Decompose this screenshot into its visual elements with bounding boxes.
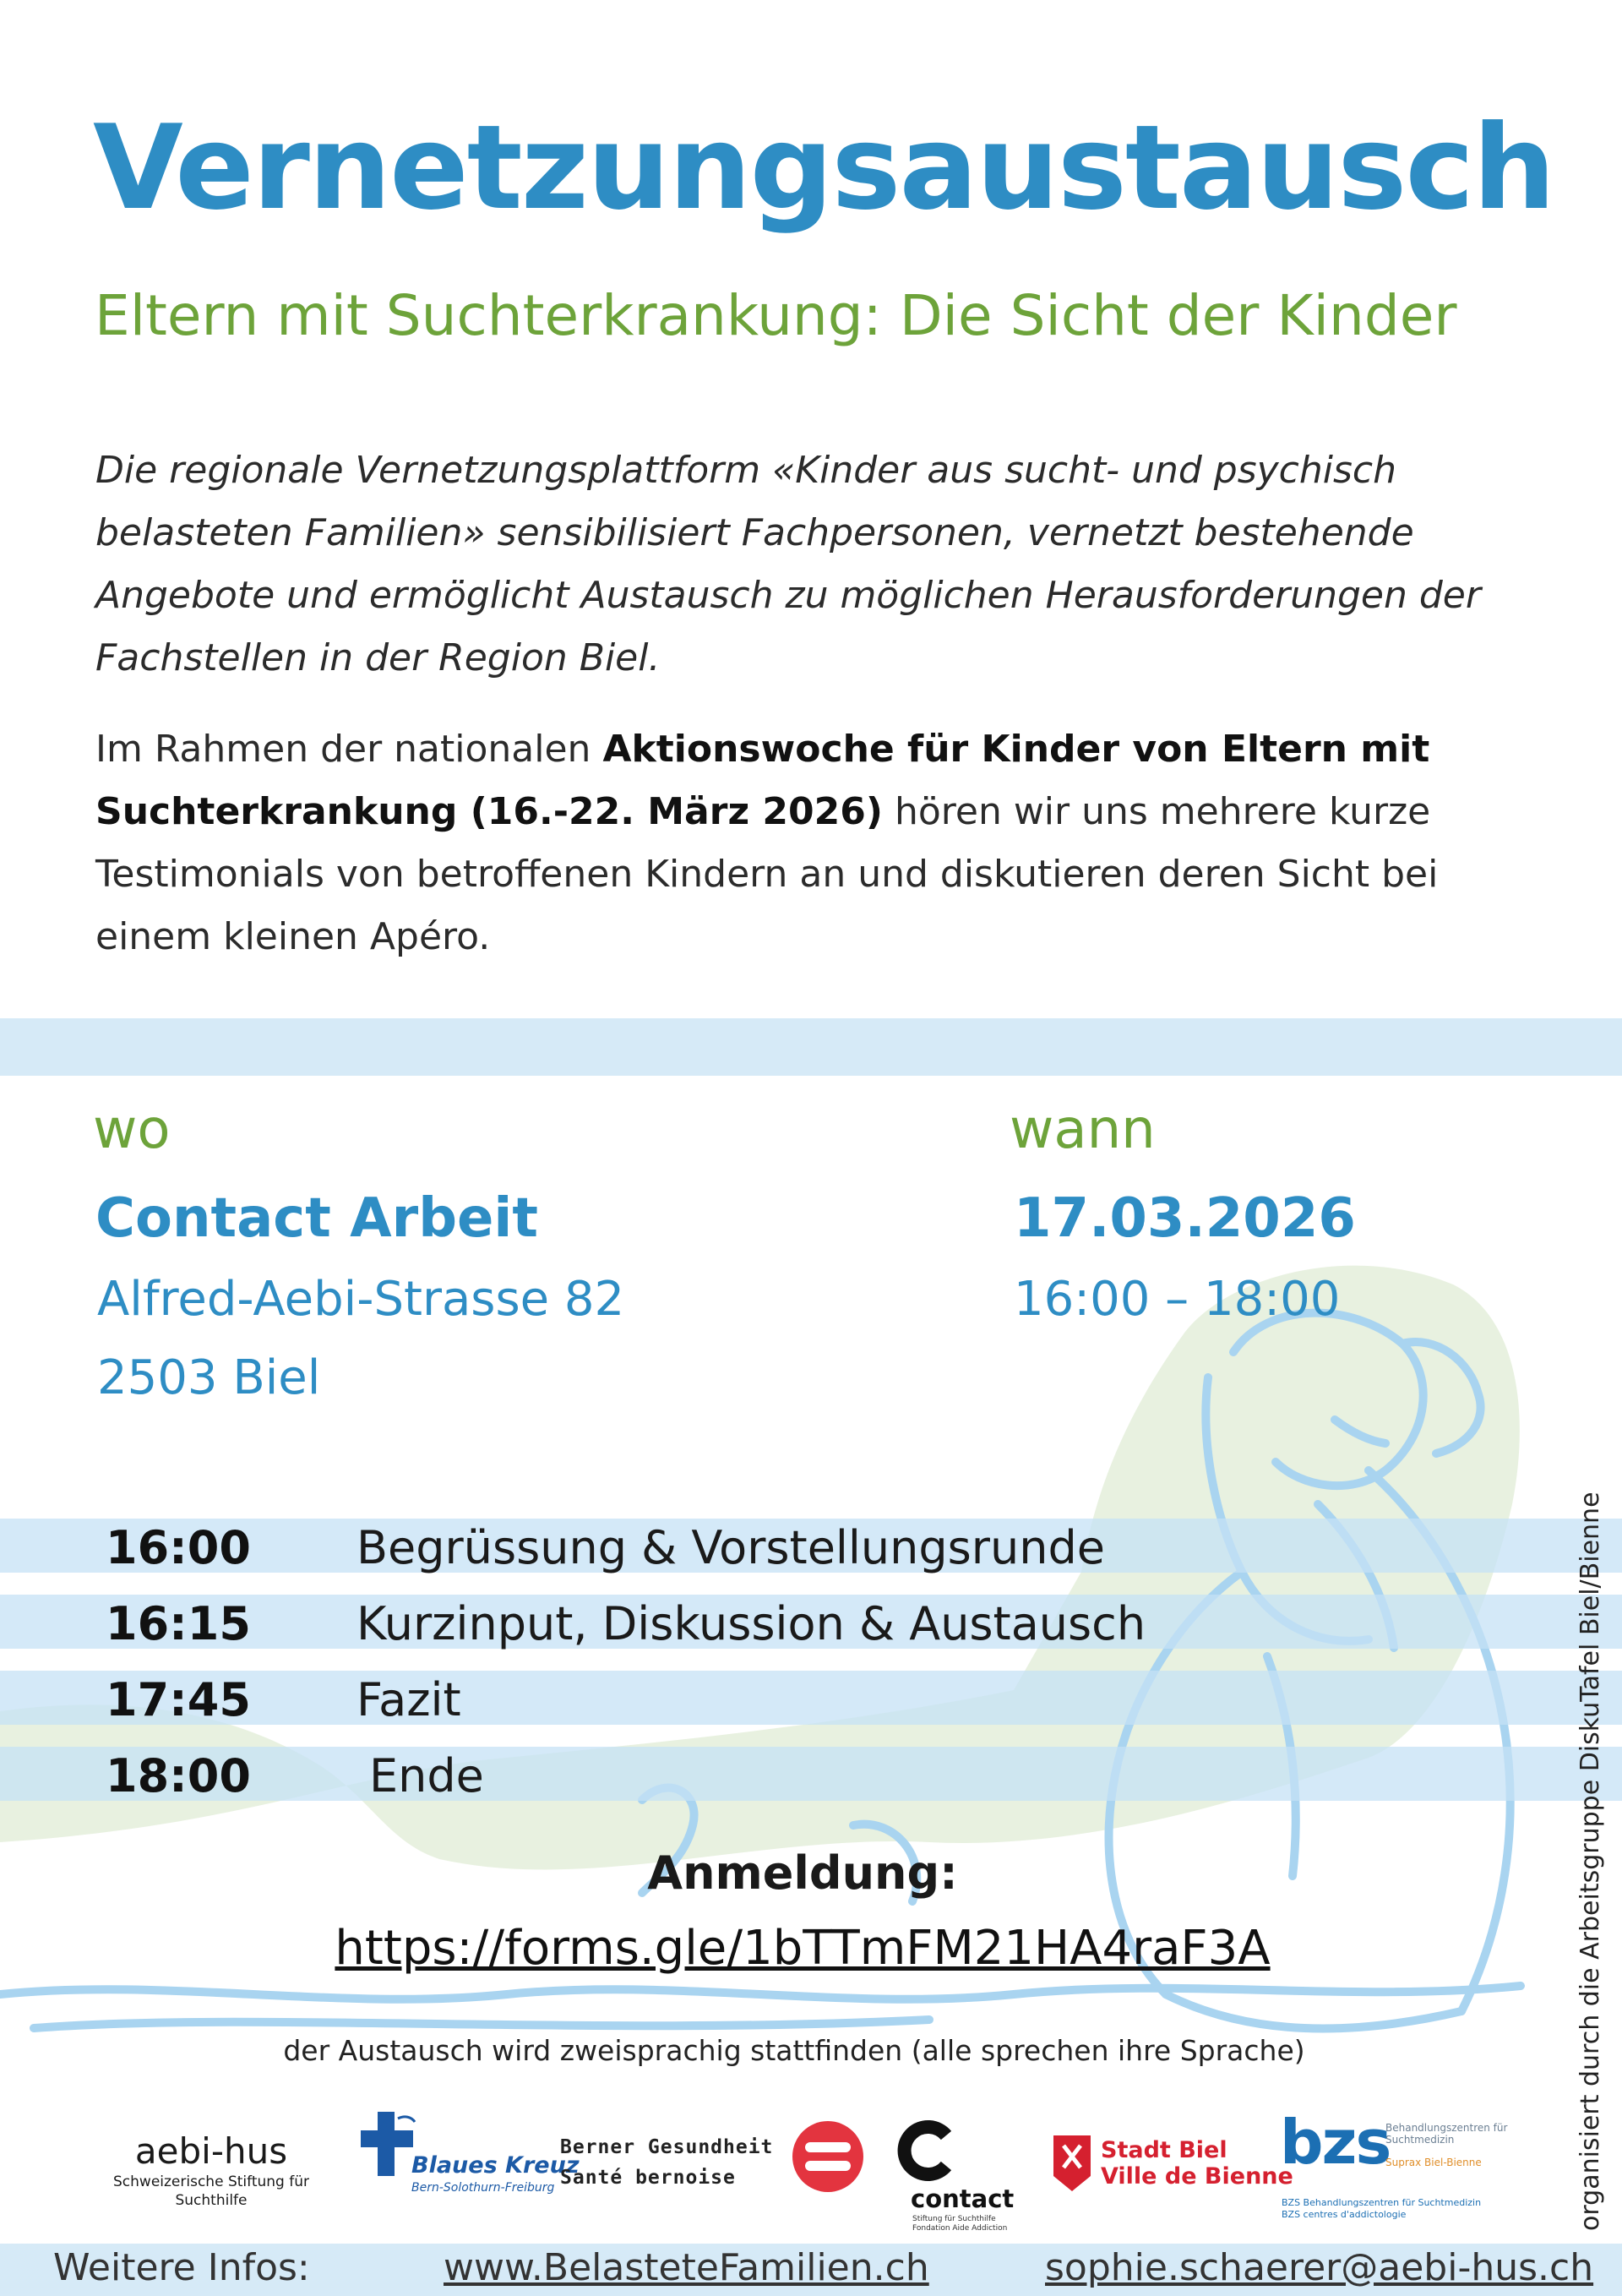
logo-stadt-biel-line2: Ville de Bienne xyxy=(1101,2163,1293,2190)
footer-email-link[interactable]: sophie.schaerer@aebi-hus.ch xyxy=(1045,2246,1594,2289)
logo-red-circle-icon xyxy=(790,2119,866,2198)
logo-aebi-hus xyxy=(76,2130,346,2210)
page-title: Vernetzungsaustausch xyxy=(93,100,1554,236)
agenda-row xyxy=(0,1671,1622,1725)
logo-contact-sub1: Stiftung für Suchthilfe xyxy=(912,2215,996,2223)
footer-label: Weitere Infos: xyxy=(53,2246,310,2289)
logo-contact-sub2: Fondation Aide Addiction xyxy=(912,2224,1008,2233)
logo-aebi-hus-name: aebi-hus xyxy=(134,2130,288,2172)
intro-paragraph: Die regionale Vernetzungsplattform «Kinder aus sucht- und psychisch belasteten Familien» sensibilisiert Fachpersonen, vernetzt bestehende Angebote und ermöglicht Austausch zu möglichen Herausforderungen der Fachstellen in der Region Biel. xyxy=(95,449,1481,679)
agenda-time: 18:00 xyxy=(106,1749,251,1802)
logo-aebi-hus-subtitle: Schweizerische Stiftung für Suchthilfe xyxy=(113,2173,309,2210)
logo-bzs-name: bzs xyxy=(1280,2107,1391,2178)
agenda-time: 17:45 xyxy=(106,1673,251,1726)
logo-stadt-biel-line1: Stadt Biel xyxy=(1101,2137,1227,2163)
logo-bzs-location: Suprax Biel-Bienne xyxy=(1385,2157,1482,2168)
description-text-before: Im Rahmen der nationalen xyxy=(95,728,603,771)
logo-contact-name: contact xyxy=(911,2184,1015,2213)
organizer-note: organisiert durch die Arbeitsgruppe DiskuTafel Biel/Bienne xyxy=(1576,1492,1605,2231)
logo-bzs-sub2: BZS centres d'addictologie xyxy=(1282,2209,1407,2220)
page-subtitle: Eltern mit Suchterkrankung: Die Sicht der Kinder xyxy=(95,283,1457,348)
when-label: wann xyxy=(1010,1099,1156,1161)
event-description xyxy=(95,718,1481,968)
agenda-label: Ende xyxy=(369,1749,484,1802)
logo-blaues-kreuz-subtitle: Bern-Solothurn-Freiburg xyxy=(411,2181,555,2195)
agenda-row xyxy=(0,1595,1622,1649)
logo-berner-gesundheit xyxy=(560,2132,773,2193)
agenda-time: 16:00 xyxy=(106,1521,251,1574)
description-highlight: Aktionswoche für Kinder von Eltern mit Suchterkrankung (16.-22. März 2026) xyxy=(95,728,1430,833)
registration-link[interactable]: https://forms.gle/1bTTmFM21HA4raF3A xyxy=(335,1921,1271,1976)
logo-contact-subtitle xyxy=(912,2215,1007,2233)
venue-name: Contact Arbeit xyxy=(95,1187,538,1250)
blue-cross-icon xyxy=(359,2110,418,2178)
divider-band xyxy=(0,1018,1622,1076)
footer-website-link[interactable]: www.BelasteteFamilien.ch xyxy=(444,2246,929,2289)
logo-bzs-sub1: BZS Behandlungszentren für Suchtmedizin xyxy=(1282,2197,1482,2208)
biel-shield-icon xyxy=(1052,2134,1092,2193)
logo-blaues-kreuz-name: Blaues Kreuz xyxy=(411,2152,580,2179)
agenda-label: Fazit xyxy=(357,1673,461,1726)
event-time: 16:00 – 18:00 xyxy=(1014,1272,1341,1327)
logo-bzs-subtitle xyxy=(1282,2197,1481,2221)
venue-address-city: 2503 Biel xyxy=(97,1350,321,1405)
registration-title: Anmeldung: xyxy=(647,1846,958,1900)
agenda-time: 16:15 xyxy=(106,1597,251,1650)
logo-stadt-biel-text xyxy=(1101,2137,1293,2190)
language-note: der Austausch wird zweisprachig stattfinden (alle sprechen ihre Sprache) xyxy=(283,2034,1305,2067)
agenda-label: Kurzinput, Diskussion & Austausch xyxy=(357,1597,1146,1650)
where-label: wo xyxy=(93,1099,171,1161)
venue-address-street: Alfred-Aebi-Strasse 82 xyxy=(97,1272,625,1327)
agenda-row xyxy=(0,1747,1622,1801)
agenda-row xyxy=(0,1519,1622,1573)
event-date: 17.03.2026 xyxy=(1014,1187,1356,1250)
agenda-label: Begrüssung & Vorstellungsrunde xyxy=(357,1521,1105,1574)
description-text-after: hören wir uns mehrere kurze Testimonials von betroffenen Kindern an und diskutieren deren Sicht bei einem kleinen Apéro. xyxy=(95,790,1439,958)
logo-bzs-tagline: Behandlungszentren für Suchtmedizin xyxy=(1385,2122,1508,2146)
logo-blaues-kreuz xyxy=(359,2110,580,2199)
logo-berner-gesundheit-line1: Berner Gesundheit xyxy=(560,2136,774,2158)
contact-c-icon xyxy=(894,2117,961,2184)
logo-berner-gesundheit-line2: Santé bernoise xyxy=(560,2167,736,2189)
